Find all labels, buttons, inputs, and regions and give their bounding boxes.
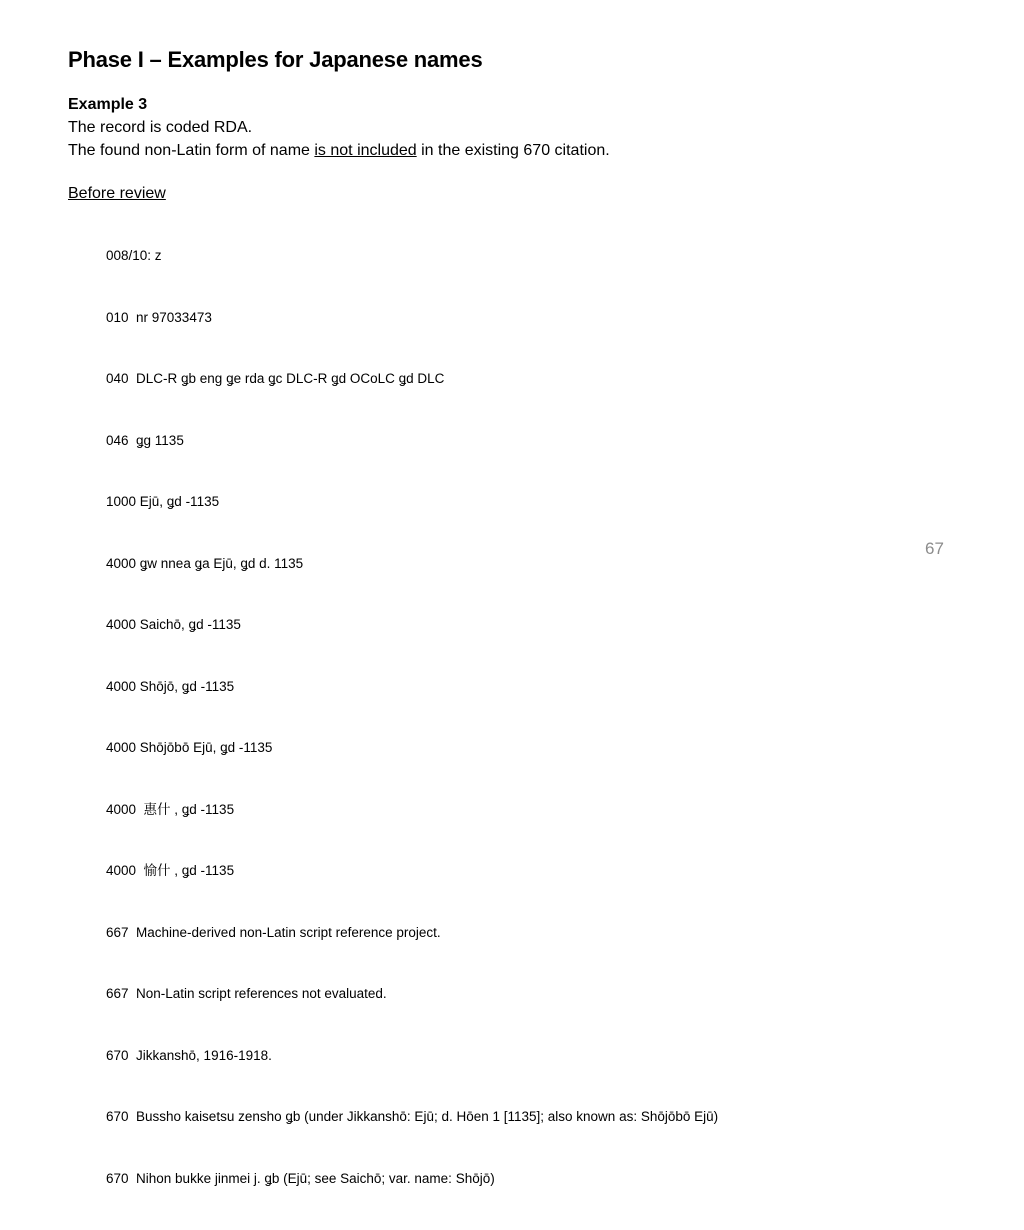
record-line: 040 DLC-R ǥb eng ǥe rda ǥc DLC-R ǥd OCoLC ǥd DLC [106, 371, 445, 386]
record-line: 1000 Ejū, ǥd -1135 [106, 494, 220, 509]
marc-record [106, 205, 718, 1230]
intro-line-670-end: in the existing 670 citation. [416, 142, 610, 159]
record-line: 670 Jikkanshō, 1916-1918. [106, 1047, 272, 1063]
record-line: 4000 Shōjō, ǥd -1135 [106, 678, 235, 694]
record-line: 010 nr 97033473 [106, 309, 212, 325]
page-number: 67 [925, 539, 944, 558]
record-line: 4000 Shōjōbō Ejū, ǥd -1135 [106, 740, 273, 755]
intro-line-670-start: The found non-Latin form of name [68, 142, 315, 159]
underlined-phrase: is not included [314, 142, 417, 159]
intro-line-rda: The record is coded RDA. [68, 119, 253, 136]
before-review-heading: Before review [68, 185, 166, 202]
record-line: 667 Machine-derived non-Latin script reference project. [106, 924, 441, 940]
example-label: Example 3 [68, 96, 148, 113]
record-line: 670 Bussho kaisetsu zensho ǥb (under Jikkanshō: Ejū; d. Hōen 1 [1135]; also known as: Shōjōbō Ejū) [106, 1109, 719, 1124]
record-line: 046 ǥg 1135 [106, 432, 184, 448]
record-line: 4000 ǥw nnea ǥa Ejū, ǥd d. 1135 [106, 555, 304, 571]
intro-line-670 [68, 139, 610, 162]
intro-text [68, 93, 610, 162]
record-line: 008/10: z [106, 248, 162, 263]
slide-title: Phase I – Examples for Japanese names [68, 47, 483, 72]
record-line: 4000 惠什 , ǥd -1135 [106, 801, 235, 817]
record-line: 667 Non-Latin script references not evaluated. [106, 986, 387, 1001]
record-line: 670 Nihon bukke jinmei j. ǥb (Ejū; see Saichō; var. name: Shōjō) [106, 1170, 495, 1186]
record-line: 4000 愉什 , ǥd -1135 [106, 863, 235, 878]
record-line: 4000 Saichō, ǥd -1135 [106, 617, 241, 632]
